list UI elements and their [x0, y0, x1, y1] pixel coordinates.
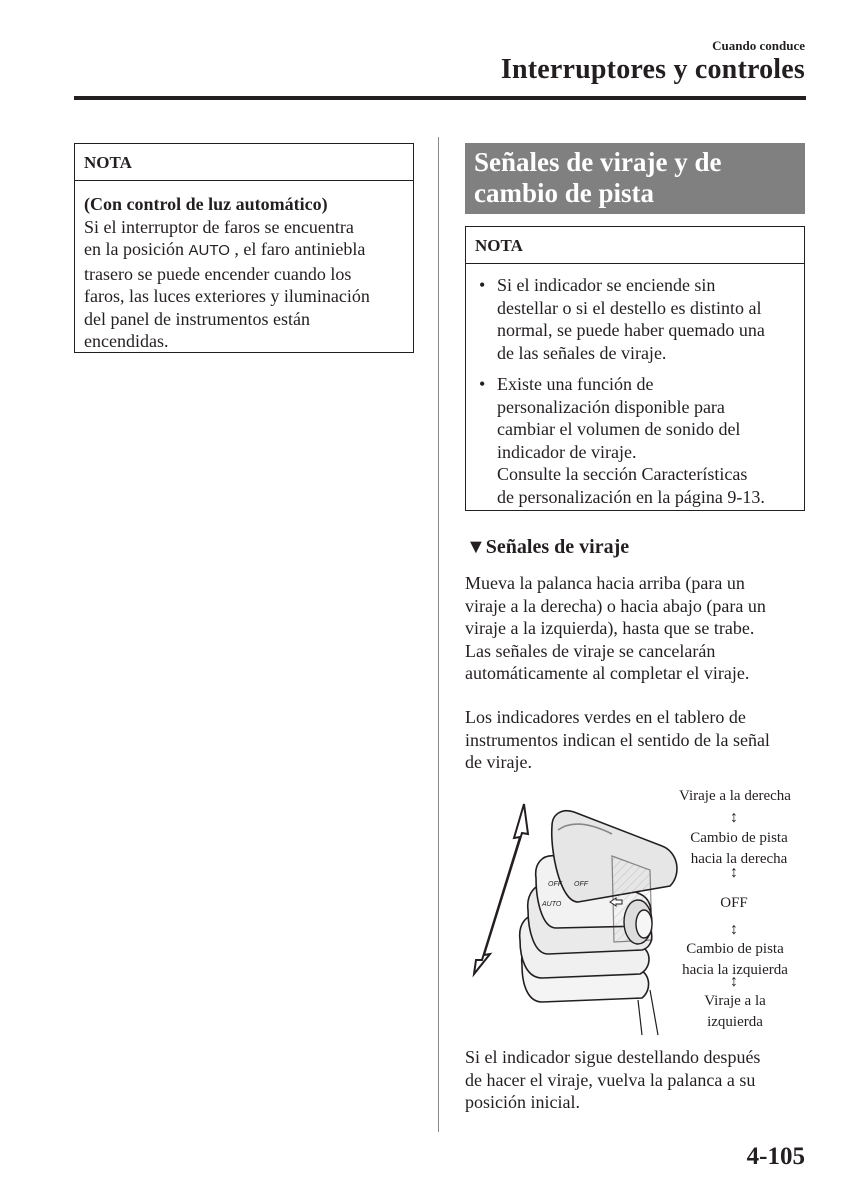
paragraph: Mueva la palanca hacia arriba (para un viraje a la derecha) o hacia abajo (para un viraje a la izquierda), hasta que se trabe. Las señales de viraje se cancelarán automáticamente al completar el viraje. [465, 573, 766, 683]
right-note-box [465, 226, 805, 511]
lever-auto-text: AUTO [542, 901, 562, 908]
note-body [466, 264, 804, 508]
label-lane-change-left: Cambio de pista hacia la izquierda [682, 941, 788, 978]
note-line: Si el interruptor de faros se encuentra [84, 216, 354, 237]
note-body [75, 181, 413, 353]
section-label: Cuando conduce [712, 38, 805, 53]
section-banner [465, 143, 805, 214]
label-right-turn: Viraje a la derecha [679, 788, 791, 804]
note-line: del panel de instrumentos están [84, 308, 310, 329]
double-arrow-icon: ↕ [730, 973, 738, 990]
note-heading: NOTA [466, 227, 804, 264]
left-note-box [74, 143, 414, 353]
note-line: faros, las luces exteriores y iluminación [84, 286, 370, 306]
paragraph: Si el indicador sigue destellando después de hacer el viraje, vuelva la palanca a su posición inicial. [465, 1047, 761, 1112]
banner-line: Señales de viraje y de [474, 147, 722, 177]
header-rule [74, 96, 806, 100]
double-arrow-icon: ↕ [730, 864, 738, 881]
paragraph: Los indicadores verdes en el tablero de instrumentos indican el sentido de la señal de viraje. [465, 707, 770, 772]
auto-position-label: AUTO [188, 242, 230, 259]
note-subheading: (Con control de luz automático) [84, 194, 328, 214]
note-line: encendidas. [84, 331, 169, 351]
double-arrow-icon: ↕ [730, 921, 738, 938]
banner-line: cambio de pista [474, 178, 655, 208]
label-left-turn: Viraje a la izquierda [704, 993, 766, 1030]
subsection-heading: ▼Señales de viraje [466, 536, 630, 558]
note-bullet: • Existe una función de personalización disponible para cambiar el volumen de sonido del indicador de viraje. Consulte la sección Características de personalización en la página 9-13. [475, 373, 796, 508]
column-divider [438, 137, 439, 1132]
note-heading: NOTA [75, 144, 413, 181]
label-lane-change-right: Cambio de pista hacia la derecha [690, 830, 788, 867]
lever-off-text: OFF [574, 881, 588, 888]
lever-off-text: OFF [548, 881, 562, 888]
page-title: Interruptores y controles [500, 54, 805, 85]
label-off: OFF [720, 895, 748, 911]
double-arrow-icon: ↕ [730, 809, 738, 826]
page-number: 4-105 [746, 1143, 805, 1170]
note-bullet: • Si el indicador se enciende sin destellar o si el destello es distinto al normal, se puede haber quemado una de las señales de viraje. [475, 274, 796, 364]
note-line: en la posición AUTO , el faro antiniebla [84, 239, 366, 259]
note-line: trasero se puede encender cuando los [84, 263, 352, 284]
